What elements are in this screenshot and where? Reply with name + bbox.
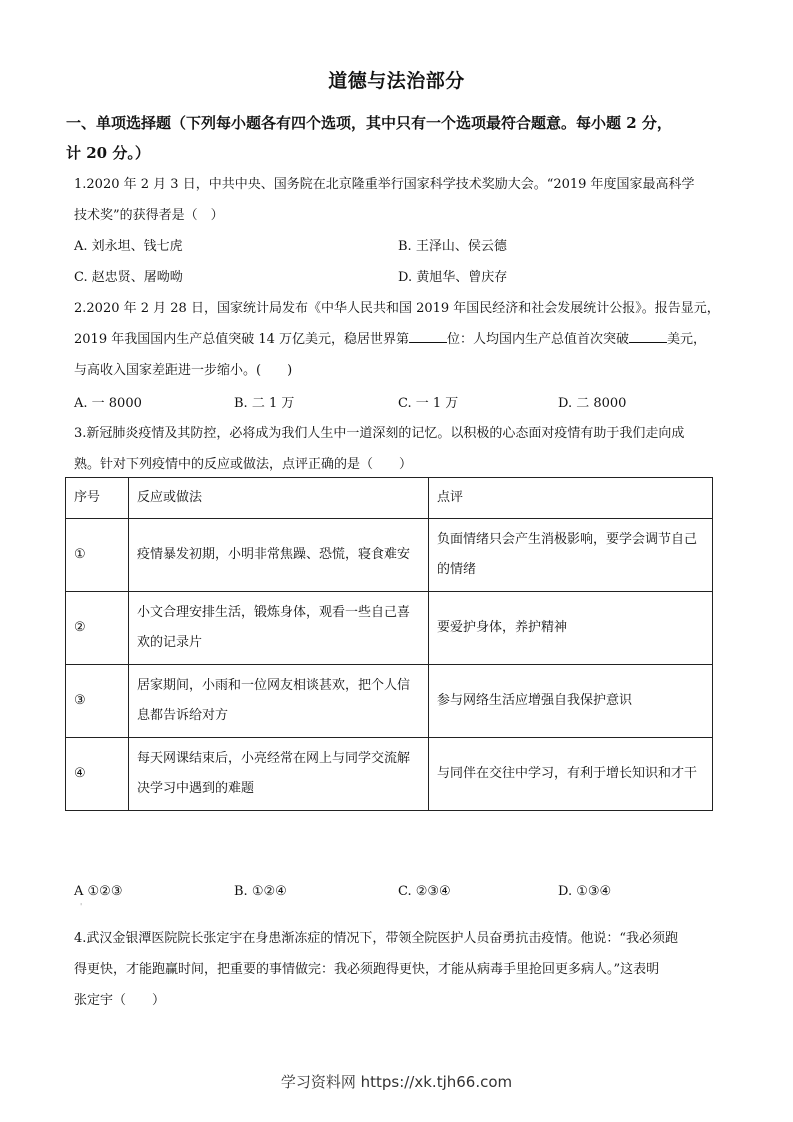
q2-option-a: A. 一 8000 xyxy=(74,396,142,411)
q3-stem-line2: 熟。针对下列疫情中的反应或做法，点评正确的是（ ） xyxy=(74,457,413,472)
q2-stem-line2-part3: 美元， xyxy=(667,332,707,347)
footer-watermark: 学习资料网 https://xk.tjh66.com xyxy=(280,1073,513,1091)
q1-stem-line1: 1.2020 年 2 月 3 日，中共中央、国务院在北京隆重举行国家科学技术奖励大会。“2019 年度国家最高科学 xyxy=(74,177,695,192)
table-header-row xyxy=(66,478,713,519)
table-cell-action: 每天网课结束后，小亮经常在网上与同学交流解决学习中遇到的难题 xyxy=(129,738,429,811)
table-cell-comment: 负面情绪只会产生消极影响，要学会调节自己的情绪 xyxy=(429,519,713,592)
table-header-cell: 点评 xyxy=(429,478,713,519)
table-cell-action: 居家期间，小雨和一位网友相谈甚欢，把个人信息都告诉给对方 xyxy=(129,665,429,738)
table-cell-action: 小文合理安排生活，锻炼身体，观看一些自己喜欢的记录片 xyxy=(129,592,429,665)
table-row xyxy=(66,738,713,811)
table-cell-index: ② xyxy=(66,592,129,665)
q2-blank-1 xyxy=(409,330,447,343)
q4-stem-line2: 得更快，才能跑赢时间，把重要的事情做完：我必须跑得更快，才能从病毒手里抢回更多病人。”这表明 xyxy=(74,962,660,977)
table-cell-action: 疫情暴发初期，小明非常焦躁、恐慌，寝食难安 xyxy=(129,519,429,592)
q1-option-b: B. 王泽山、侯云德 xyxy=(398,239,507,254)
q1-stem-line2: 技术奖”的获得者是（ ） xyxy=(74,208,224,223)
q3-option-a: A ①②③ xyxy=(74,884,123,899)
table-row xyxy=(66,665,713,738)
table-cell-comment: 参与网络生活应增强自我保护意识 xyxy=(429,665,713,738)
q1-option-d: D. 黄旭华、曾庆存 xyxy=(398,270,508,285)
q3-stem-line1: 3.新冠肺炎疫情及其防控，必将成为我们人生中一道深刻的记忆。以积极的心态面对疫情有助于我们走向成 xyxy=(74,426,685,441)
q2-option-c: C. 一 1 万 xyxy=(398,396,459,411)
table-cell-index: ③ xyxy=(66,665,129,738)
table-cell-comment: 与同伴在交往中学习，有利于增长知识和才干 xyxy=(429,738,713,811)
q2-stem-line2-part1: 2019 年我国国内生产总值突破 14 万亿美元，稳居世界第 xyxy=(74,332,410,347)
q1-option-c: C. 赵忠贤、屠呦呦 xyxy=(74,270,183,285)
section-heading-line1: 一、单项选择题（下列每小题各有四个选项，其中只有一个选项最符合题意。每小题 2 分， xyxy=(66,114,672,132)
q2-blank-2 xyxy=(629,330,667,343)
table-row xyxy=(66,519,713,592)
q2-option-d: D. 二 8000 xyxy=(558,396,627,411)
table-header-cell: 反应或做法 xyxy=(129,478,429,519)
page-title: 道德与法治部分 xyxy=(328,70,465,92)
q3-option-b: B. ①②④ xyxy=(234,884,287,899)
q2-stem-line2 xyxy=(74,328,706,347)
section-heading-line2: 计 20 分。） xyxy=(66,144,150,162)
q2-stem-line1: 2.2020 年 2 月 28 日，国家统计局发布《中华人民共和国 2019 年国民经济和社会发展统计公报》。报告显元， xyxy=(74,301,720,316)
table-cell-index: ① xyxy=(66,519,129,592)
q3-option-c: C. ②③④ xyxy=(398,884,451,899)
q4-stem-line1: 4.武汉金银潭医院院长张定宇在身患渐冻症的情况下，带领全院医护人员奋勇抗击疫情。他说：“我必须跑 xyxy=(74,931,679,946)
q3-table xyxy=(65,477,713,811)
table-cell-comment: 要爱护身体，养护精神 xyxy=(429,592,713,665)
stray-mark: ' xyxy=(80,902,83,911)
q2-stem-line2-part2: 位：人均国内生产总值首次突破 xyxy=(447,332,630,347)
table-cell-index: ④ xyxy=(66,738,129,811)
table-row xyxy=(66,592,713,665)
table-header-cell: 序号 xyxy=(66,478,129,519)
q2-option-b: B. 二 1 万 xyxy=(234,396,295,411)
q1-option-a: A. 刘永坦、钱七虎 xyxy=(74,239,183,254)
q4-stem-line3: 张定宇（ ） xyxy=(74,993,166,1008)
q3-option-d: D. ①③④ xyxy=(558,884,612,899)
q2-stem-line3: 与高收入国家差距进一步缩小。( ) xyxy=(74,363,293,378)
